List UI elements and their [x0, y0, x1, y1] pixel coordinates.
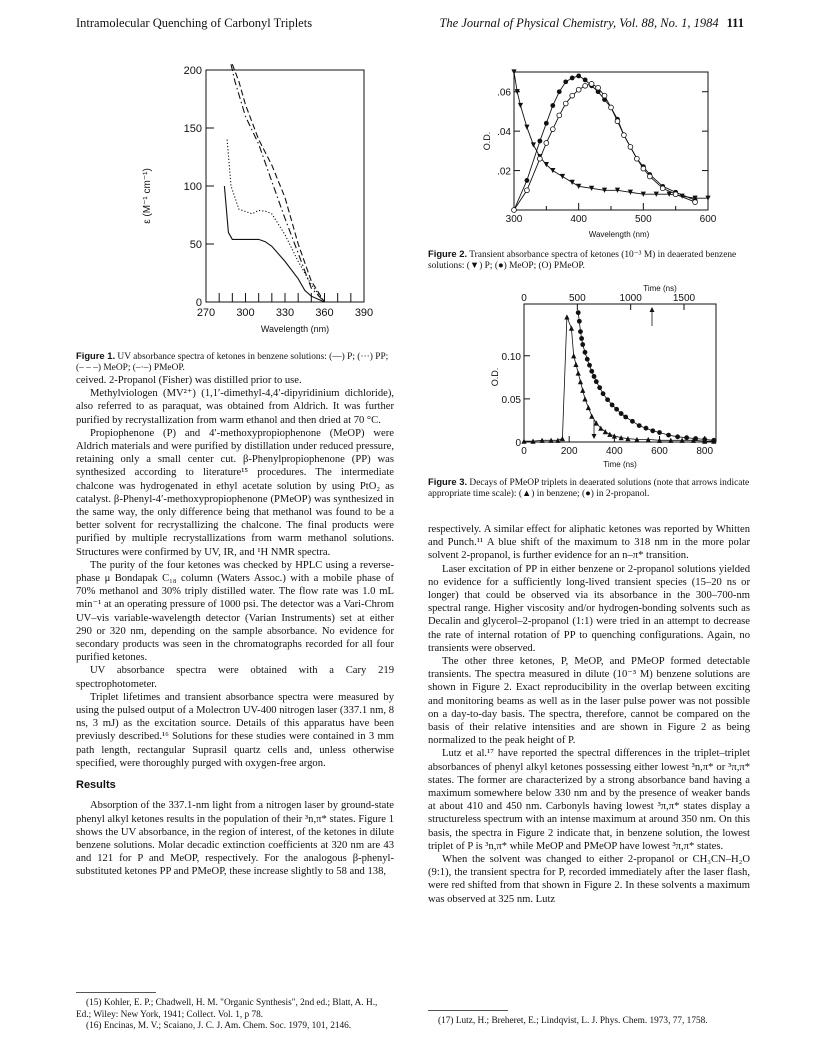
footnotes-left: [76, 998, 394, 1033]
data-point-filled-circle: [592, 374, 597, 379]
data-point-open-circle: [609, 105, 614, 110]
figure-1-caption: [76, 350, 394, 375]
data-point-open-circle: [693, 200, 698, 205]
paragraph: Propiophenone (P) and 4′-methoxypropiophenone (MeOP) were Aldrich materials and were purified by distillation under reduced pressure, retaining only a small center cut. β-Phenylpropiophenone (PP) was synthesized according to literature¹⁵ procedures. The intermediate chalcone was hydrogenated in ethyl acetate solution by using PtO₂ as catalyst. β-Phenyl-4′-methoxypropiophenone (PMeOP) was synthesized in the same way, the only difference being that methanol was found to be a better solvent for recrystallizing the chalcone. The final products were purified by multiple recrystallizations from warm methanol solutions. Structures were confirmed by UV, IR, and ¹H NMR spectra.: [76, 427, 394, 558]
data-point-triangle-up: [564, 314, 569, 319]
x-tick-label: 300: [236, 307, 255, 319]
bottom-scale-arrowhead: [592, 434, 597, 439]
data-point-triangle-up: [573, 362, 578, 367]
data-point-triangle-down: [550, 168, 555, 173]
top-x-tick-label: 0: [521, 293, 527, 304]
data-point-filled-circle: [610, 403, 615, 408]
data-point-filled-circle: [711, 438, 716, 443]
x-tick-label: 0: [521, 446, 527, 457]
data-point-triangle-up: [571, 353, 576, 358]
data-point-triangle-up: [560, 436, 565, 441]
journal-citation: The Journal of Physical Chemistry, Vol. 88, No. 1, 1984: [439, 16, 719, 30]
data-point-triangle-up: [569, 326, 574, 331]
top-scale-arrowhead: [650, 307, 655, 312]
x-tick-label: 390: [354, 307, 374, 319]
y-tick-label: 0.10: [501, 351, 521, 363]
footnote: (16) Encinas, M. V.; Scaiano, J. C. J. Am. Chem. Soc. 1979, 101, 2146.: [86, 1021, 352, 1032]
figure-2-caption-text: Transient absorbance spectra of ketones (10⁻³ M) in deaerated benzene solutions: (▼) P; (●) MeOP; (O) PMeOP.: [428, 250, 737, 272]
x-tick-label: 600: [699, 214, 716, 225]
y-tick-label: 0: [195, 297, 202, 309]
running-header: Intramolecular Quenching of Carbonyl Triplets: [76, 16, 313, 30]
data-point-open-circle: [596, 85, 601, 90]
y-tick-label: .06: [497, 87, 511, 99]
data-point-filled-circle: [525, 178, 530, 183]
y-axis-label: O.D.: [482, 131, 492, 151]
data-point-filled-circle: [594, 379, 599, 384]
data-point-filled-circle: [563, 79, 568, 84]
data-point-open-circle: [583, 83, 588, 88]
data-point-filled-circle: [597, 385, 602, 390]
data-point-triangle-up: [594, 420, 599, 425]
x-axis-label: Time (ns): [603, 460, 637, 469]
y-tick-label: 0.05: [501, 394, 521, 406]
data-point-filled-circle: [587, 363, 592, 368]
data-point-open-circle: [570, 93, 575, 98]
x-tick-label: 330: [275, 307, 295, 319]
page-number: 111: [726, 16, 744, 30]
plot-frame: [206, 70, 364, 302]
data-point-filled-circle: [623, 415, 628, 420]
data-point-open-circle: [550, 127, 555, 132]
paragraph: UV absorbance spectra were obtained with a Cary 219 spectrophotometer.: [76, 665, 394, 690]
x-tick-label: 200: [560, 446, 578, 457]
series-line: [524, 317, 714, 441]
footnotes-right: [428, 1016, 750, 1028]
journal-header: [439, 16, 744, 31]
data-point-filled-circle: [544, 121, 549, 126]
x-axis-label: Wavelength (nm): [260, 324, 330, 334]
top-x-tick-label: 500: [568, 293, 586, 304]
y-tick-label: 150: [183, 123, 202, 135]
series-line-dash-dot: [231, 64, 325, 302]
figure-3-chart: [476, 282, 736, 472]
data-point-open-circle: [563, 101, 568, 106]
x-tick-label: 600: [651, 446, 668, 457]
data-point-open-circle: [544, 141, 549, 146]
data-point-filled-circle: [637, 423, 642, 428]
y-tick-label: .04: [497, 127, 511, 139]
data-point-filled-circle: [580, 342, 585, 347]
data-point-triangle-down: [518, 103, 523, 108]
y-tick-label: .02: [497, 166, 511, 178]
x-tick-label: 400: [606, 446, 623, 457]
data-point-open-circle: [647, 174, 652, 179]
paragraph: Laser excitation of PP in either benzene or 2-propanol solutions yielded no evidence for a sufficiently long-lived transient species (15–20 ns or longer) that could be observed via its absorbance in the 300–700-nm spectral range. Higher viscosity and/or hydrogen-bonding solvents such as Decalin and glycerol–2-propanol (1:1) were tried in an attempt to decrease the rate of internal rotation of PP to quenching configurations. Again, no transients were observed.: [428, 563, 750, 654]
data-point-triangle-up: [580, 388, 585, 393]
data-point-open-circle: [602, 93, 607, 98]
data-point-open-circle: [589, 81, 594, 86]
data-point-filled-circle: [650, 428, 655, 433]
paragraph: Lutz et al.¹⁷ have reported the spectral differences in the triplet–triplet absorbances of phenyl alkyl ketones possessing either lowest ³n,π* or ³π,π* states. The former are characterized by a strong absorbance band having a maximum somewhere below 330 nm and by the presence of weaker bands at about 410 and 450 nm. Carbonyls having lowest ³π,π* states display a structureless spectrum with an intense maximum at around 350 nm. On this basis, the spectra in Figure 2 indicate that, in benzene solution, the lowest triplet of P is ³n,π* while MeOP and PMeOP have lowest ³π,π* states.: [428, 748, 750, 852]
data-point-triangle-down: [570, 180, 575, 185]
data-point-filled-circle: [583, 77, 588, 82]
data-point-open-circle: [634, 156, 639, 161]
data-point-triangle-down: [524, 125, 529, 130]
data-point-triangle-up: [576, 370, 581, 375]
x-tick-label: 500: [634, 214, 652, 225]
data-point-triangle-up: [612, 433, 617, 438]
y-tick-label: 0: [515, 438, 521, 449]
top-x-axis-label: Time (ns): [643, 284, 677, 293]
figure-1-chart: [132, 58, 382, 348]
data-point-open-circle: [641, 166, 646, 171]
figure-1-label: Figure 1.: [76, 350, 116, 361]
data-point-filled-circle: [614, 407, 619, 412]
data-point-triangle-up: [589, 414, 594, 419]
paragraph: The other three ketones, P, MeOP, and PMeOP formed detectable transients. The spectra measured in dilute (10⁻³ M) benzene solutions are shown in Figure 2. Exact reproducibility in the overlap between exciting and monitoring beams as well as in the laser pulse power was not possible on a day-to-day basis. The spectra, therefore, cannot be compared on the basis of their relative intensities and are shown in Figure 2 as being normalized to the peak height of P.: [428, 656, 750, 747]
series-line: [578, 313, 714, 441]
figure-3-caption-text: Decays of PMeOP triplets in deaerated solutions (note that arrows indicate appropriate time scale): (▲) in benzene; (●) in 2-propanol.: [428, 478, 750, 500]
data-point-filled-circle: [537, 139, 542, 144]
data-point-filled-circle: [619, 411, 624, 416]
results-heading: Results: [76, 779, 116, 792]
paragraph: The purity of the four ketones was checked by HPLC using a reverse-phase μ Bondapak C₁₈ column (Waters Assoc.) with a mobile phase of 70% methanol and 30% triply distilled water. The flow rate was 1.0 mL min⁻¹ at an operating pressure of 1000 psi. The detector was a Vari-Chrom UV–vis variable-wavelength detector (Varian Instruments) set at either 290 or 320 nm, depending on the sample absorbance. No evidence for secondary products was seen in the chromatographs recorded for all four purified ketones.: [76, 559, 394, 664]
figure-3-label: Figure 3.: [428, 476, 468, 487]
x-tick-label: 360: [315, 307, 334, 319]
data-point-filled-circle: [644, 426, 649, 431]
y-axis-label: ε (M⁻¹ cm⁻¹): [142, 168, 153, 224]
data-point-filled-circle: [550, 103, 555, 108]
data-point-open-circle: [557, 113, 562, 118]
data-point-filled-circle: [666, 433, 671, 438]
y-tick-label: 100: [183, 181, 202, 193]
data-point-open-circle: [525, 188, 530, 193]
y-tick-label: 50: [189, 239, 202, 251]
paragraph: Absorption of the 337.1-nm light from a nitrogen laser by ground-state phenyl alkyl ketones results in the population of their ³n,π* states. Figure 1 shows the UV absorbance, in the region of interest, of the ketones in dilute benzene solutions. Molar decadic extinction coefficients at 320 nm are 43 and 121 for P and MeOP, respectively. For the analogous β-phenyl-substituted ketones PP and PMeOP, these increase slightly to 58 and 138,: [76, 800, 394, 878]
data-point-filled-circle: [570, 76, 575, 81]
figure-2-caption: [428, 248, 750, 273]
data-point-triangle-down: [560, 174, 565, 179]
data-point-filled-circle: [578, 329, 583, 334]
data-point-filled-circle: [576, 74, 581, 79]
data-point-filled-circle: [657, 430, 662, 435]
right-column: [428, 523, 750, 906]
data-point-open-circle: [660, 186, 665, 191]
data-point-filled-circle: [630, 419, 635, 424]
figure-2-chart: [476, 66, 716, 246]
data-point-filled-circle: [675, 434, 680, 439]
data-point-open-circle: [673, 192, 678, 197]
footnote: (17) Lutz, H.; Breheret, E.; Lindqvist, L. J. Phys. Chem. 1973, 77, 1758.: [438, 1016, 708, 1026]
data-point-triangle-up: [582, 396, 587, 401]
x-tick-label: 300: [505, 214, 523, 225]
y-axis-label: O.D.: [490, 367, 500, 387]
footnote-rule: [428, 1010, 508, 1011]
top-x-tick-label: 1500: [672, 293, 696, 304]
data-point-filled-circle: [605, 397, 610, 402]
data-point-triangle-down: [531, 142, 536, 147]
series-line-dashed: [232, 64, 324, 302]
footnote-rule: [76, 992, 156, 993]
x-tick-label: 800: [696, 446, 714, 457]
footnote: (15) Kohler, E. P.; Chadwell, H. M. "Organic Synthesis", 2nd ed.; Blatt, A. H., Ed.; Wiley: New York, 1941; Collect. Vol. 1, p 78.: [76, 998, 378, 1020]
data-point-filled-circle: [579, 336, 584, 341]
data-point-triangle-up: [586, 405, 591, 410]
left-column: [76, 374, 394, 879]
y-tick-label: 200: [183, 65, 202, 77]
data-point-filled-circle: [702, 437, 707, 442]
data-point-filled-circle: [576, 310, 581, 315]
x-tick-label: 270: [196, 307, 216, 319]
data-point-filled-circle: [583, 350, 588, 355]
plot-frame: [514, 72, 708, 210]
paragraph: Methylviologen (MV²⁺) (1,1′-dimethyl-4,4′-dipyridinium dichloride), also referred to as paraquat, was obtained from Aldrich. It was further purified by recrystallization from warm ethanol and then dried at 70 °C.: [76, 388, 394, 426]
data-point-filled-circle: [577, 319, 582, 324]
data-point-open-circle: [615, 119, 620, 124]
data-point-filled-circle: [684, 435, 689, 440]
data-point-filled-circle: [585, 357, 590, 362]
paragraph: Triplet lifetimes and transient absorbance spectra were measured by using the pulsed output of a Molectron UV-400 nitrogen laser (337.1 nm, 8 ns, 3 mJ) as the excitation source. Details of this apparatus have been previusly described.¹⁶ Solutions for these studies were contained in 3 mm path length, rectangular Suprasil quartz cells and, unless otherwise specified, were thoroughly purged with oxygen-free argon.: [76, 691, 394, 769]
figure-1-caption-text: UV absorbance spectra of ketones in benzene solutions: (—) P; (···) PP; (– – –) MeOP; (–·–) PMeOP.: [76, 352, 389, 374]
x-axis-label: Wavelength (nm): [588, 230, 650, 239]
series-line: [514, 72, 708, 198]
data-point-filled-circle: [589, 369, 594, 374]
data-point-open-circle: [622, 133, 627, 138]
data-point-triangle-up: [578, 379, 583, 384]
paragraph: When the solvent was changed to either 2-propanol or CH₃CN–H₂O (9:1), the transient spectra for P, recorded immediately after the laser flash, were red shifted from that shown in Figure 2. In these solvents a maximum was observed at 325 nm. Lutz: [428, 854, 750, 905]
data-point-open-circle: [537, 156, 542, 161]
data-point-filled-circle: [601, 391, 606, 396]
paragraph: respectively. A similar effect for aliphatic ketones was reported by Whitten and Punch.¹¹ A blue shift of the maximum to 318 nm in the more polar solvent 2-propanol, is further evidence for an n–π* transition.: [428, 524, 750, 562]
data-point-open-circle: [628, 145, 633, 150]
paragraph: ceived. 2-Propanol (Fisher) was distilled prior to use.: [76, 375, 302, 386]
x-tick-label: 400: [570, 214, 588, 225]
plot-frame: [524, 304, 716, 442]
figure-3-caption: [428, 476, 750, 501]
figure-2-label: Figure 2.: [428, 248, 468, 259]
data-point-open-circle: [512, 208, 517, 213]
data-point-triangle-up: [607, 432, 612, 437]
top-x-tick-label: 1000: [619, 293, 642, 304]
data-point-open-circle: [576, 87, 581, 92]
data-point-filled-circle: [557, 89, 562, 94]
data-point-filled-circle: [693, 436, 698, 441]
